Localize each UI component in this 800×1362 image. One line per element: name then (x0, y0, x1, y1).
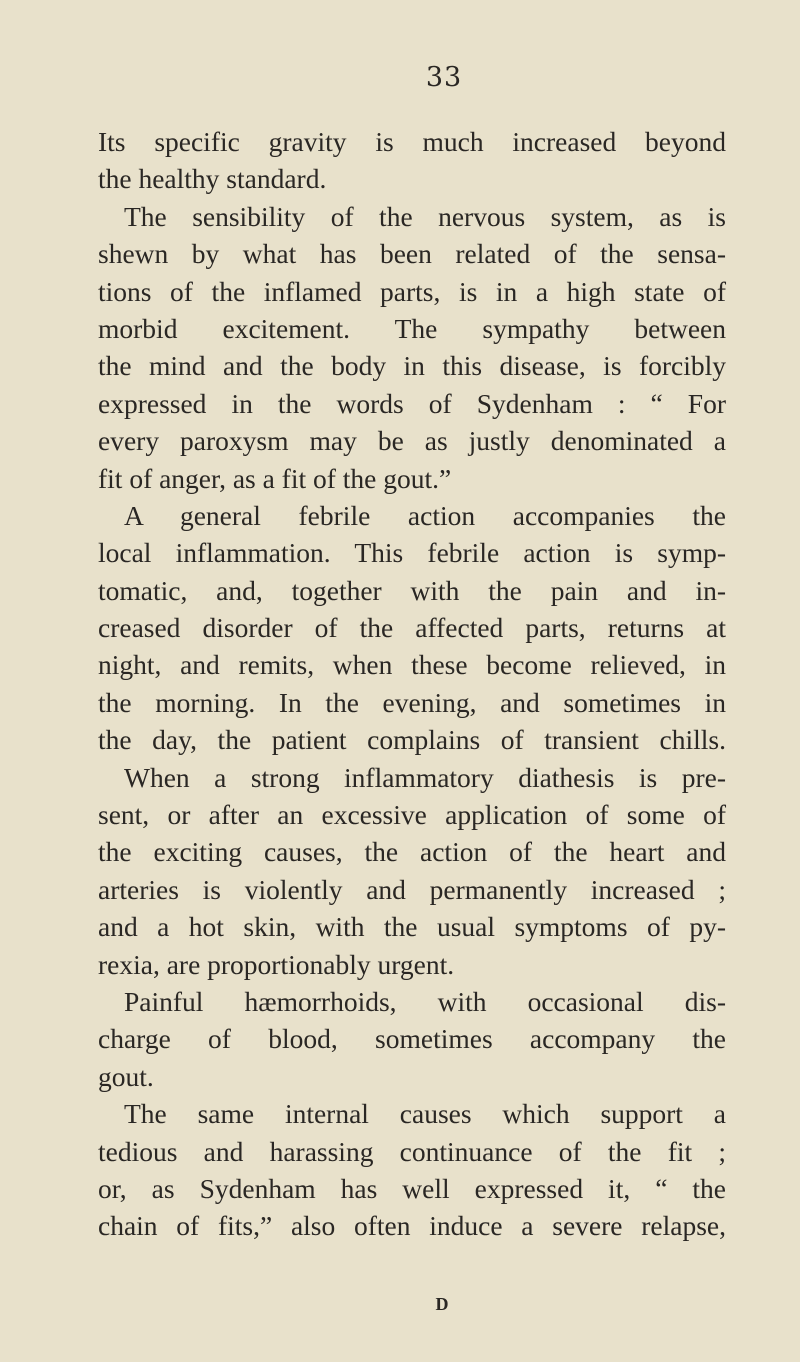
text-line: arteries is violently and permanently increased ; (98, 873, 726, 905)
signature-mark: D (435, 1294, 449, 1314)
text-line: the exciting causes, the action of the heart and (98, 836, 726, 868)
text-line: the day, the patient complains of transient chills. (98, 724, 726, 756)
text-line: sent, or after an excessive application of some of (98, 799, 726, 831)
text-line: tomatic, and, together with the pain and in- (98, 574, 726, 606)
text-line: the mind and the body in this disease, is forcibly (98, 350, 726, 382)
text-line: rexia, are proportionably urgent. (98, 948, 455, 980)
text-line: chain of fits,” also often induce a severe relapse, (98, 1210, 726, 1242)
text-line: and a hot skin, with the usual symptoms of py- (98, 911, 726, 943)
text-line: the healthy standard. (98, 163, 327, 195)
text-line: The same internal causes which support a (124, 1098, 726, 1130)
text-line: every paroxysm may be as justly denominated a (98, 425, 726, 457)
text-line: tedious and harassing continuance of the fit ; (98, 1135, 726, 1167)
text-line: the morning. In the evening, and sometimes in (98, 686, 726, 718)
text-line: When a strong inflammatory diathesis is pre- (124, 761, 726, 793)
text-line: Its specific gravity is much increased beyond (98, 126, 726, 157)
text-line: night, and remits, when these become relieved, in (98, 649, 726, 681)
text-line: Painful hæmorrhoids, with occasional dis- (124, 985, 726, 1017)
text-line: expressed in the words of Sydenham : “ For (98, 387, 726, 419)
text-line: The sensibility of the nervous system, as is (124, 200, 726, 232)
text-line: creased disorder of the affected parts, returns at (98, 612, 726, 644)
text-line: or, as Sydenham has well expressed it, “ the (98, 1172, 726, 1204)
body-text (98, 123, 726, 1245)
text-line: gout. (98, 1060, 154, 1092)
page-number: 33 (425, 62, 463, 93)
text-line: local inflammation. This febrile action is symp- (98, 537, 726, 569)
text-line: morbid excitement. The sympathy between (98, 312, 726, 344)
text-line: charge of blood, sometimes accompany the (98, 1023, 726, 1055)
text-line: fit of anger, as a fit of the gout.” (98, 462, 452, 494)
text-line: A general febrile action accompanies the (124, 499, 726, 531)
text-line: shewn by what has been related of the sensa- (98, 238, 726, 270)
text-line: tions of the inflamed parts, is in a high state of (98, 275, 726, 307)
